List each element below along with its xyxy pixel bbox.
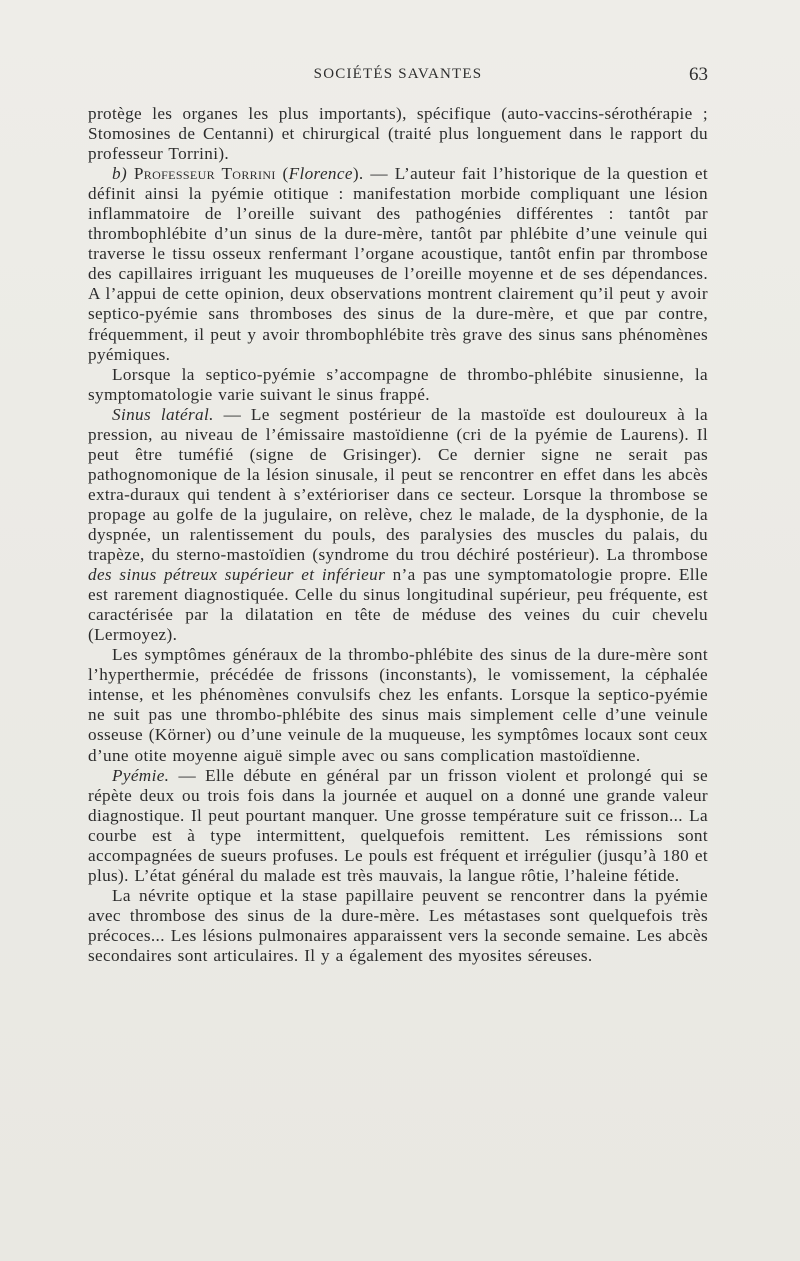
paragraph-5: Les symptômes généraux de la thrombo-phlébite des sinus de la dure-mère sont l’hyperthermie, précédée de frissons (inconstants), le vomissement, la céphalée intense, et les phénomènes convulsifs chez les enfants. Lorsque la septico-pyémie ne suit pas une thrombo-phlébite des sinus mais simplement celle d’une veinule osseuse (Körner) ou d’une veinule de la muqueuse, les symptômes locaux sont ceux d’une otite moyenne aiguë simple avec ou sans complication mastoïdienne. (88, 645, 708, 765)
author-place: Florence (288, 164, 353, 184)
body-text (88, 104, 708, 966)
paragraph-6 (88, 766, 708, 886)
paragraph-1: protège les organes les plus importants), spécifique (auto-vaccins-sérothérapie ; Stomosines de Centanni) et chirurgical (traité plus longuement dans le rapport du professeur Torrini). (88, 104, 708, 164)
paragraph-6-text: — Elle débute en général par un frisson violent et prolongé qui se répète deux ou trois fois dans la journée et auquel on a donné une grande valeur diagnostique. Il peut pourtant manquer. Une grosse température suit ce frisson... La courbe est à type intermittent, quelquefois remittent. Les rémissions sont accompagnées de sueurs profuses. Le pouls est fréquent et irrégulier (jusqu’à 180 et plus). L’état général du malade est très mauvais, la langue rôtie, l’haleine fétide. (88, 765, 708, 885)
pyemie-heading: Pyémie. (112, 765, 170, 785)
paragraph-4-text-a: — Le segment postérieur de la mastoïde est douloureux à la pression, au niveau de l’émissaire mastoïdienne (cri de la pyémie de Laurens). Il peut être tuméfié (signe de Grisinger). Ce dernier signe ne serait pas pathognomonique de la lésion sinusale, il peut se rencontrer en effet dans les abcès extra-duraux qui tendent à s’extérioriser dans ce secteur. Lorsque la thrombose se propage au golfe de la jugulaire, on relève, chez le malade, de la dysphonie, de la dyspnée, un ralentissement du pouls, des paralysies des muscles du palais, du trapèze, du sterno-mastoïdien (syndrome du trou déchiré postérieur). La thrombose (88, 404, 708, 565)
running-title: SOCIÉTÉS SAVANTES (313, 66, 483, 82)
sinus-petreux-phrase: des sinus pétreux supérieur et inférieur (88, 565, 386, 585)
sinus-lateral-heading: Sinus latéral. (112, 404, 214, 424)
section-marker: b) (112, 164, 128, 184)
paragraph-4 (88, 405, 708, 646)
page-number: 63 (689, 64, 708, 85)
running-head (88, 64, 708, 88)
author-name: Professeur Torrini (133, 164, 276, 184)
paragraph-7: La névrite optique et la stase papillaire peuvent se rencontrer dans la pyémie avec thrombose des sinus de la dure-mère. Les métastases sont quelquefois très précoces... Les lésions pulmonaires apparaissent vers la seconde semaine. Les abcès secondaires sont articulaires. Il y a également des myosites séreuses. (88, 885, 708, 965)
paragraph-2: b) Professeur Torrini (Florence). — L’auteur fait l’historique de la question et définit ainsi la pyémie otitique : manifestation morbide compliquant une lésion inflammatoire de l’oreille suivant des pathogénies différentes : tantôt par thrombophlébite d’un sinus de la dure-mère, tantôt par phlébite d’une veinule qui traverse le tissu osseux renfermant l’organe acoustique, tantôt enfin par thrombose des capillaires irriguant les muqueuses de l’oreille moyenne et de ses dépendances. A l’appui de cette opinion, deux observations montrent clairement qu’il peut y avoir septico-pyémie sans thromboses des sinus de la dure-mère, et que par contre, fréquemment, il peut y avoir thrombophlébite très grave des sinus sans phénomènes pyémiques. (88, 164, 708, 364)
paragraph-3: Lorsque la septico-pyémie s’accompagne de thrombo-phlébite sinusienne, la symptomatologie varie suivant le sinus frappé. (88, 364, 708, 404)
paragraph-2-text: . — L’auteur fait l’historique de la question et définit ainsi la pyémie otitique : manifestation morbide compliquant une lésion inflammatoire de l’oreille suivant des pathogénies différentes : tantôt par thrombophlébite d’un sinus de la dure-mère, tantôt par phlébite d’une veinule qui traverse le tissu osseux renfermant l’organe acoustique, tantôt enfin par thrombose des capillaires irriguant les muqueuses de l’oreille moyenne et de ses dépendances. A l’appui de cette opinion, deux observations montrent clairement qu’il peut y avoir septico-pyémie sans thromboses des sinus de la dure-mère, et que par contre, fréquemment, il peut y avoir thrombophlébite très grave des sinus sans phénomènes pyémiques. (88, 164, 708, 364)
paragraph-4-text-b: n’a pas une symptomatologie propre. Elle est rarement diagnostiquée. Celle du sinus longitudinal supérieur, peu fréquente, est caractérisée par la dilatation en tête de méduse des veines du cuir chevelu (Lermoyez). (88, 565, 708, 645)
